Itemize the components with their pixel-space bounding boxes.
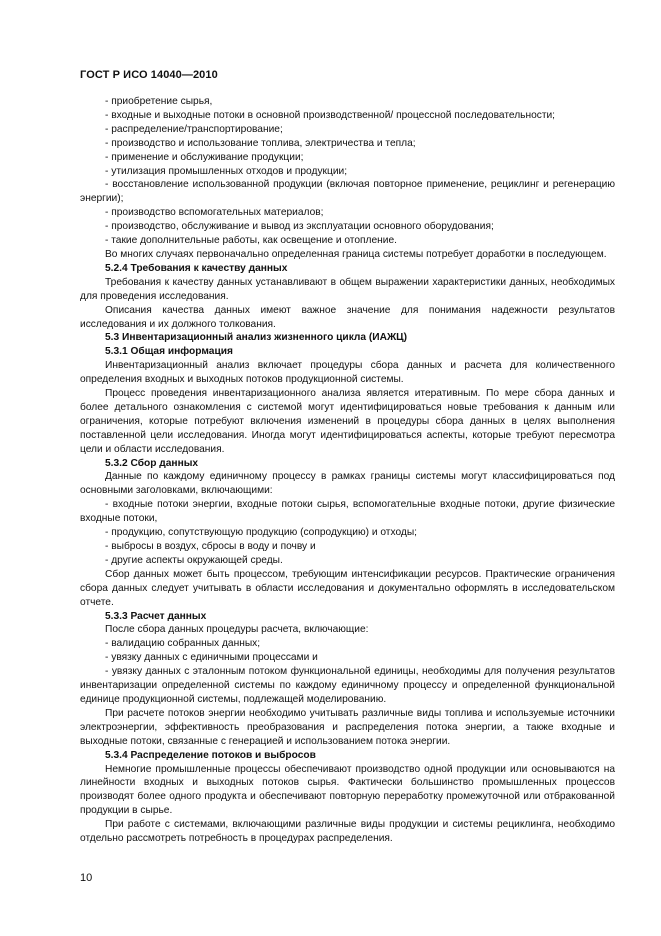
paragraph: Немногие промышленные процессы обеспечивают производство одной продукции или основываются на линейности входных и выходных потоков сырья. Фактически большинство промышленных процессов производят более одного продукта и обеспечивают повторную переработку промежуточной или отбракованной продукции в сырье. <box>80 763 615 817</box>
paragraph: Требования к качеству данных устанавливают в общем выражении характеристики данных, необходимых для проведения исследования. <box>80 276 615 302</box>
section-heading: 5.3.2 Сбор данных <box>105 457 199 469</box>
paragraph: При работе с системами, включающими различные виды продукции и системы рециклинга, необходимо отдельно рассмотреть потребность в процедурах распределения. <box>80 819 615 845</box>
section-heading: 5.3 Инвентаризационный анализ жизненного цикла (ИАЖЦ) <box>105 332 408 344</box>
paragraph: Процесс проведения инвентаризационного анализа является итеративным. По мере сбора данных и более детального ознакомления с системой могут идентифицироваться новые требования к данным или ограничения, которые потребуют включения изменений в процедуры сбора данных в целях выполнения поставленной цели исследования. Иногда могут идентифицироваться аспекты, которые требуют пересмотра цели и области исследования. <box>80 388 615 455</box>
list-item: - производство и использование топлива, электричества и тепла; <box>105 137 416 149</box>
list-item: - распределение/транспортирование; <box>105 123 283 135</box>
paragraph: После сбора данных процедуры расчета, включающие: <box>105 624 369 636</box>
paragraph: Инвентаризационный анализ включает процедуры сбора данных и расчета для количественного определения входных и выходных потоков продукционной системы. <box>80 360 615 386</box>
paragraph: Сбор данных может быть процессом, требующим интенсификации ресурсов. Практические ограничения сбора данных следует учитывать в области исследования и документально оформлять в исследовательском отчете. <box>80 568 615 608</box>
list-item: - применение и обслуживание продукции; <box>105 151 304 163</box>
document-header: ГОСТ Р ИСО 14040—2010 <box>80 69 218 81</box>
paragraph: Данные по каждому единичному процессу в рамках границы системы могут классифицироваться под основными заголовками, включающими: <box>80 471 615 497</box>
list-item: - увязку данных с единичными процессами и <box>105 652 318 664</box>
paragraph: При расчете потоков энергии необходимо учитывать различные виды топлива и используемые источники электроэнергии, эффективность преобразования и распределения потока энергии, а также входные и выходные потоки, связанные с генерацией и использованием потока энергии. <box>80 707 615 747</box>
list-item: - восстановление использованной продукции (включая повторное применение, рециклинг и регенерацию энергии); <box>80 179 615 205</box>
list-item: - продукцию, сопутствующую продукцию (сопродукцию) и отходы; <box>105 527 417 539</box>
paragraph: Во многих случаях первоначально определенная граница системы потребует доработки в последующем. <box>105 248 607 260</box>
section-heading: 5.3.4 Распределение потоков и выбросов <box>105 749 316 761</box>
list-item: - входные и выходные потоки в основной производственной/ процессной последовательности; <box>105 109 556 121</box>
list-item: - валидацию собранных данных; <box>105 638 261 650</box>
list-item: - производство вспомогательных материалов; <box>105 207 324 219</box>
list-item: - такие дополнительные работы, как освещение и отопление. <box>105 235 397 247</box>
list-item: - производство, обслуживание и вывод из эксплуатации основного оборудования; <box>105 221 494 233</box>
section-heading: 5.2.4 Требования к качеству данных <box>105 262 288 274</box>
section-heading: 5.3.3 Расчет данных <box>105 610 207 622</box>
list-item: - другие аспекты окружающей среды. <box>105 554 283 566</box>
list-item: - увязку данных с эталонным потоком функциональной единицы, необходимы для получения результатов инвентаризации определенной системы по каждому единичному процессу и определенной функциональной единице продукционной системы, подлежащей моделированию. <box>80 666 615 705</box>
section-heading: 5.3.1 Общая информация <box>105 346 233 358</box>
document-body <box>80 95 615 846</box>
list-item: - утилизация промышленных отходов и продукции; <box>105 165 348 177</box>
page-number: 10 <box>80 872 93 884</box>
list-item: - выбросы в воздух, сбросы в воду и почву и <box>105 541 316 552</box>
list-item: - приобретение сырья, <box>105 96 213 107</box>
paragraph: Описания качества данных имеют важное значение для понимания надежности результатов исследования и их должного толкования. <box>80 304 615 330</box>
list-item: - входные потоки энергии, входные потоки сырья, вспомогательные входные потоки, другие физические входные потоки, <box>80 499 615 525</box>
